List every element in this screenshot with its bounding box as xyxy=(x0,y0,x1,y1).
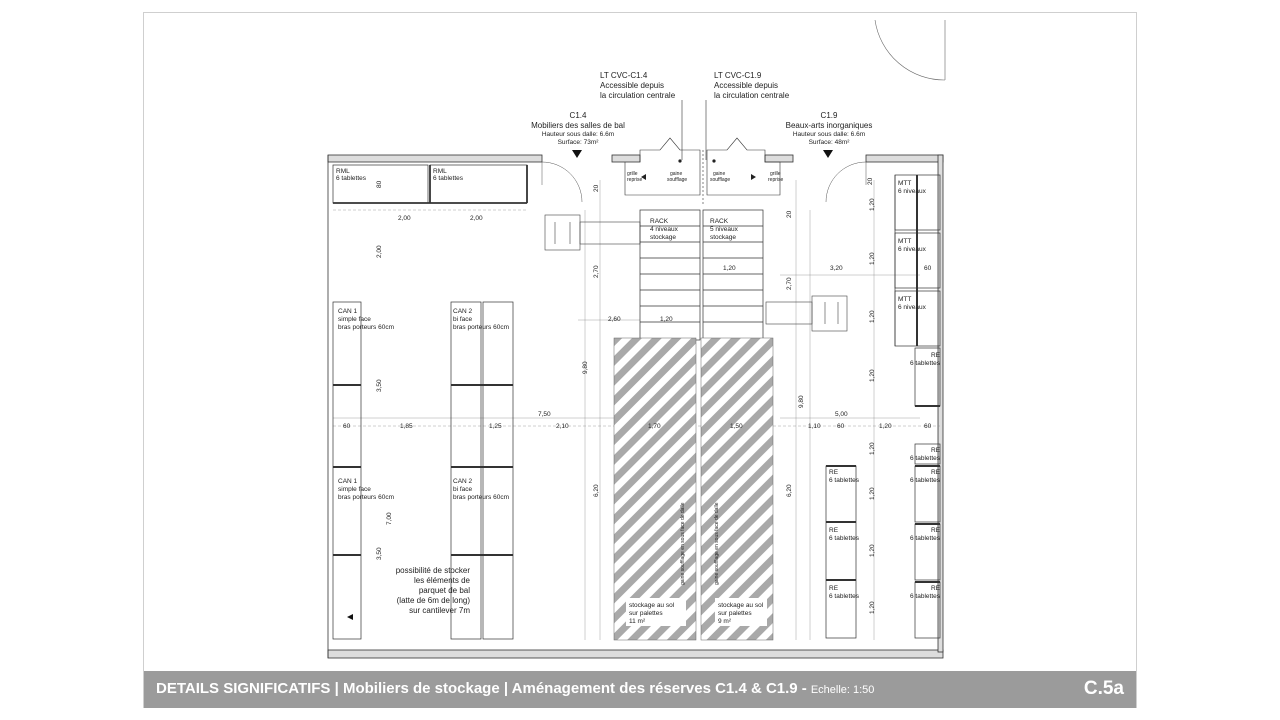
svg-text:gaine: gaine xyxy=(713,171,726,177)
hvac-rooms xyxy=(625,100,780,205)
svg-text:RML: RML xyxy=(336,168,350,175)
svg-text:1,20: 1,20 xyxy=(869,198,876,211)
svg-text:6 tablettes: 6 tablettes xyxy=(910,360,940,367)
svg-text:Beaux-arts inorganiques: Beaux-arts inorganiques xyxy=(785,121,873,130)
cantilever-note xyxy=(396,566,471,615)
svg-text:Accessible depuis: Accessible depuis xyxy=(714,81,779,90)
svg-text:7,00: 7,00 xyxy=(386,512,393,525)
pallet-truck-left xyxy=(545,215,640,250)
svg-text:6 tablettes: 6 tablettes xyxy=(910,535,940,542)
svg-text:gaine soufflage en sous face d: gaine soufflage en sous face de dalle xyxy=(714,502,720,585)
svg-text:60: 60 xyxy=(837,423,845,430)
svg-text:RE: RE xyxy=(930,527,940,534)
svg-text:9 m²: 9 m² xyxy=(718,618,731,625)
svg-text:stockage: stockage xyxy=(710,234,737,241)
svg-text:4 niveaux: 4 niveaux xyxy=(650,226,678,233)
svg-text:la circulation centrale: la circulation centrale xyxy=(600,91,676,100)
svg-text:5,00: 5,00 xyxy=(835,411,848,418)
svg-text:60: 60 xyxy=(343,423,351,430)
marker-c19 xyxy=(823,150,833,158)
svg-text:possibilité de stocker: possibilité de stocker xyxy=(395,566,470,575)
svg-text:stockage au sol: stockage au sol xyxy=(718,602,764,609)
svg-text:simple face: simple face xyxy=(338,316,371,323)
svg-text:6 tablettes: 6 tablettes xyxy=(910,593,940,600)
svg-text:Accessible depuis: Accessible depuis xyxy=(600,81,665,90)
svg-text:soufflage: soufflage xyxy=(710,177,731,183)
callout-lt-c19 xyxy=(714,71,790,100)
svg-text:6 niveaux: 6 niveaux xyxy=(898,188,926,195)
door-arcs xyxy=(542,162,866,202)
svg-text:RE: RE xyxy=(930,447,940,454)
svg-text:60: 60 xyxy=(924,423,932,430)
svg-text:stockage: stockage xyxy=(650,234,677,241)
svg-text:1,70: 1,70 xyxy=(648,423,661,430)
svg-text:1,20: 1,20 xyxy=(869,252,876,265)
svg-text:1,20: 1,20 xyxy=(879,423,892,430)
svg-text:Mobiliers des salles de bal: Mobiliers des salles de bal xyxy=(531,121,625,130)
svg-text:6 niveaux: 6 niveaux xyxy=(898,304,926,311)
svg-text:RACK: RACK xyxy=(650,218,669,225)
svg-text:6 tablettes: 6 tablettes xyxy=(910,477,940,484)
svg-text:bras porteurs 60cm: bras porteurs 60cm xyxy=(453,324,509,331)
svg-text:RML: RML xyxy=(433,168,447,175)
svg-text:RE: RE xyxy=(930,352,940,359)
svg-text:6 tablettes: 6 tablettes xyxy=(829,477,859,484)
wall-bottom xyxy=(328,650,943,658)
marker-c14 xyxy=(572,150,582,158)
wall-top-left xyxy=(328,155,542,162)
svg-text:1,10: 1,10 xyxy=(808,423,821,430)
svg-text:RE: RE xyxy=(829,527,839,534)
svg-text:Surface: 48m²: Surface: 48m² xyxy=(808,139,850,146)
svg-text:6 tablettes: 6 tablettes xyxy=(336,175,366,182)
svg-text:MTT: MTT xyxy=(898,180,912,187)
svg-text:bras porteurs 60cm: bras porteurs 60cm xyxy=(338,324,394,331)
svg-text:LT CVC-C1.4: LT CVC-C1.4 xyxy=(600,71,648,80)
svg-text:9,80: 9,80 xyxy=(582,361,589,374)
svg-text:1,20: 1,20 xyxy=(869,544,876,557)
svg-text:(latte de 6m de long): (latte de 6m de long) xyxy=(396,596,470,605)
svg-text:6 tablettes: 6 tablettes xyxy=(910,455,940,462)
svg-text:1,50: 1,50 xyxy=(730,423,743,430)
svg-text:60: 60 xyxy=(924,265,932,272)
pallet-truck-right xyxy=(766,296,847,331)
svg-text:les éléments de: les éléments de xyxy=(413,576,470,585)
drawing-scale: Echelle: 1:50 xyxy=(810,684,875,696)
svg-text:6,20: 6,20 xyxy=(593,484,600,497)
svg-text:1,85: 1,85 xyxy=(400,423,413,430)
svg-text:1,20: 1,20 xyxy=(660,316,673,323)
svg-text:5 niveaux: 5 niveaux xyxy=(710,226,738,233)
svg-text:CAN 1: CAN 1 xyxy=(338,478,358,485)
svg-text:gaine: gaine xyxy=(670,171,683,177)
svg-text:RE: RE xyxy=(930,469,940,476)
svg-text:CAN 2: CAN 2 xyxy=(453,478,473,485)
svg-text:CAN 1: CAN 1 xyxy=(338,308,358,315)
svg-text:1,20: 1,20 xyxy=(723,265,736,272)
callout-lt-c14 xyxy=(600,71,676,100)
svg-text:bras porteurs 60cm: bras porteurs 60cm xyxy=(338,494,394,501)
svg-text:1,20: 1,20 xyxy=(869,487,876,500)
svg-text:6 tablettes: 6 tablettes xyxy=(829,535,859,542)
svg-text:bi face: bi face xyxy=(453,316,473,323)
svg-text:2,00: 2,00 xyxy=(398,215,411,222)
svg-text:MTT: MTT xyxy=(898,238,912,245)
svg-text:parquet de bal: parquet de bal xyxy=(418,586,470,595)
svg-text:1,20: 1,20 xyxy=(869,442,876,455)
hvac-labels xyxy=(627,171,784,183)
svg-text:soufflage: soufflage xyxy=(667,177,688,183)
wall-top-right xyxy=(866,155,943,162)
svg-text:3,50: 3,50 xyxy=(376,379,383,392)
svg-text:1,20: 1,20 xyxy=(869,601,876,614)
svg-text:Hauteur sous dalle: 6.6m: Hauteur sous dalle: 6.6m xyxy=(792,131,866,138)
floor-storage-left xyxy=(614,338,696,640)
svg-text:1,20: 1,20 xyxy=(869,369,876,382)
sheet-code: C.5a xyxy=(1083,678,1124,699)
svg-text:RE: RE xyxy=(930,585,940,592)
svg-text:1,25: 1,25 xyxy=(489,423,502,430)
svg-text:MTT: MTT xyxy=(898,296,912,303)
svg-text:20: 20 xyxy=(786,210,793,218)
svg-text:Hauteur sous dalle: 6.6m: Hauteur sous dalle: 6.6m xyxy=(541,131,615,138)
svg-text:reprise: reprise xyxy=(768,177,784,183)
svg-text:grille: grille xyxy=(627,171,638,177)
floor-storage-right xyxy=(701,338,773,640)
svg-text:C1.4: C1.4 xyxy=(569,111,587,120)
svg-text:sur palettes: sur palettes xyxy=(718,610,752,617)
svg-text:11 m²: 11 m² xyxy=(629,618,646,625)
svg-text:C1.9: C1.9 xyxy=(820,111,838,120)
svg-text:LT CVC-C1.9: LT CVC-C1.9 xyxy=(714,71,762,80)
svg-text:3,50: 3,50 xyxy=(376,547,383,560)
svg-text:simple face: simple face xyxy=(338,486,371,493)
svg-text:6 tablettes: 6 tablettes xyxy=(829,593,859,600)
svg-text:grille: grille xyxy=(770,171,781,177)
wall-duct-left xyxy=(612,155,640,162)
svg-text:2,10: 2,10 xyxy=(556,423,569,430)
svg-text:2,00: 2,00 xyxy=(376,245,383,258)
title-block xyxy=(144,671,1136,708)
svg-text:RE: RE xyxy=(829,469,839,476)
svg-text:9,80: 9,80 xyxy=(798,395,805,408)
svg-text:6 tablettes: 6 tablettes xyxy=(433,175,463,182)
callout-c19 xyxy=(786,111,873,146)
svg-text:6,20: 6,20 xyxy=(786,484,793,497)
svg-text:CAN 2: CAN 2 xyxy=(453,308,473,315)
wall-right xyxy=(938,155,943,652)
door-swing-outer xyxy=(875,20,945,80)
svg-text:1,20: 1,20 xyxy=(869,310,876,323)
svg-text:reprise: reprise xyxy=(627,177,643,183)
svg-text:la circulation centrale: la circulation centrale xyxy=(714,91,790,100)
svg-text:Surface: 73m²: Surface: 73m² xyxy=(557,139,599,146)
svg-text:20: 20 xyxy=(867,177,874,185)
callout-c14 xyxy=(531,111,625,146)
svg-text:sur cantilever 7m: sur cantilever 7m xyxy=(409,606,470,615)
svg-text:20: 20 xyxy=(593,184,600,192)
svg-text:3,20: 3,20 xyxy=(830,265,843,272)
svg-text:2,60: 2,60 xyxy=(608,316,621,323)
svg-text:6 niveaux: 6 niveaux xyxy=(898,246,926,253)
rml-shelves xyxy=(333,165,527,203)
svg-text:RACK: RACK xyxy=(710,218,729,225)
svg-text:RE: RE xyxy=(829,585,839,592)
svg-text:80: 80 xyxy=(376,180,383,188)
svg-text:stockage au sol: stockage au sol xyxy=(629,602,675,609)
svg-text:gaine soufflage en sous face d: gaine soufflage en sous face de dalle xyxy=(680,502,686,585)
svg-text:2,70: 2,70 xyxy=(786,277,793,290)
svg-text:2,70: 2,70 xyxy=(593,265,600,278)
svg-text:sur palettes: sur palettes xyxy=(629,610,663,617)
wall-duct-right xyxy=(765,155,793,162)
right-shelves xyxy=(826,175,940,638)
svg-text:7,50: 7,50 xyxy=(538,411,551,418)
svg-text:2,00: 2,00 xyxy=(470,215,483,222)
svg-text:bras porteurs 60cm: bras porteurs 60cm xyxy=(453,494,509,501)
drawing-title: DETAILS SIGNIFICATIFS | Mobiliers de stockage | Aménagement des réserves C1.4 & C1.9 - Echelle: 1:50 xyxy=(156,680,875,697)
svg-text:bi face: bi face xyxy=(453,486,473,493)
